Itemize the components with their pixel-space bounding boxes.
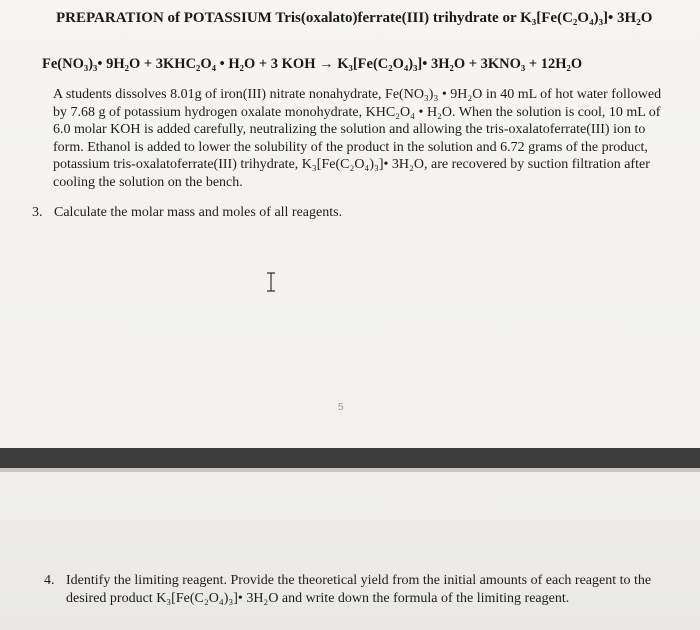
question-3 (32, 204, 662, 222)
procedure-paragraph: A students dissolves 8.01g of iron(III) nitrate nonahydrate, Fe(NO₃)₃ • 9H₂O in 40 mL of hot water followed by 7.68 g of potassium hydrogen oxalate monohydrate, KHC₂O₄ • H₂O. When the solution is cool, 10 mL of 6.0 molar KOH is added carefully, neutralizing the solution and allowing the tris-oxalatoferrate(III) ion to form. Ethanol is added to lower the solubility of the product in the solution and 6.72 grams of the product, potassium tris-oxalatoferrate(III) trihydrate, K₃[Fe(C₂O₄)₃]• 3H₂O, are recovered by suction filtration after cooling the solution on the bench. (53, 87, 662, 190)
page-divider (0, 448, 700, 468)
document-title: PREPARATION of POTASSIUM Tris(oxalato)ferrate(III) trihydrate or K₃[Fe(C₂O₄)₃]• 3H₂O (56, 10, 653, 26)
question-number: 3. (32, 205, 43, 220)
question-text: Identify the limiting reagent. Provide the theoretical yield from the initial amounts of each reagent to the desired product K₃[Fe(C₂O₄)₃]• 3H₂O and write down the formula of the limiting reagent. (66, 573, 652, 606)
text-cursor-icon (264, 272, 278, 292)
page-number: 5 (338, 402, 344, 413)
question-4 (44, 572, 664, 608)
question-text: Calculate the molar mass and moles of all reagents. (54, 205, 343, 220)
question-number: 4. (44, 573, 55, 588)
reaction-equation: Fe(NO₃)₃• 9H₂O + 3KHC₂O₄ • H₂O + 3 KOH → K₃[Fe(C₂O₄)₃]• 3H₂O + 3KNO₃ + 12H₂O (42, 56, 583, 72)
